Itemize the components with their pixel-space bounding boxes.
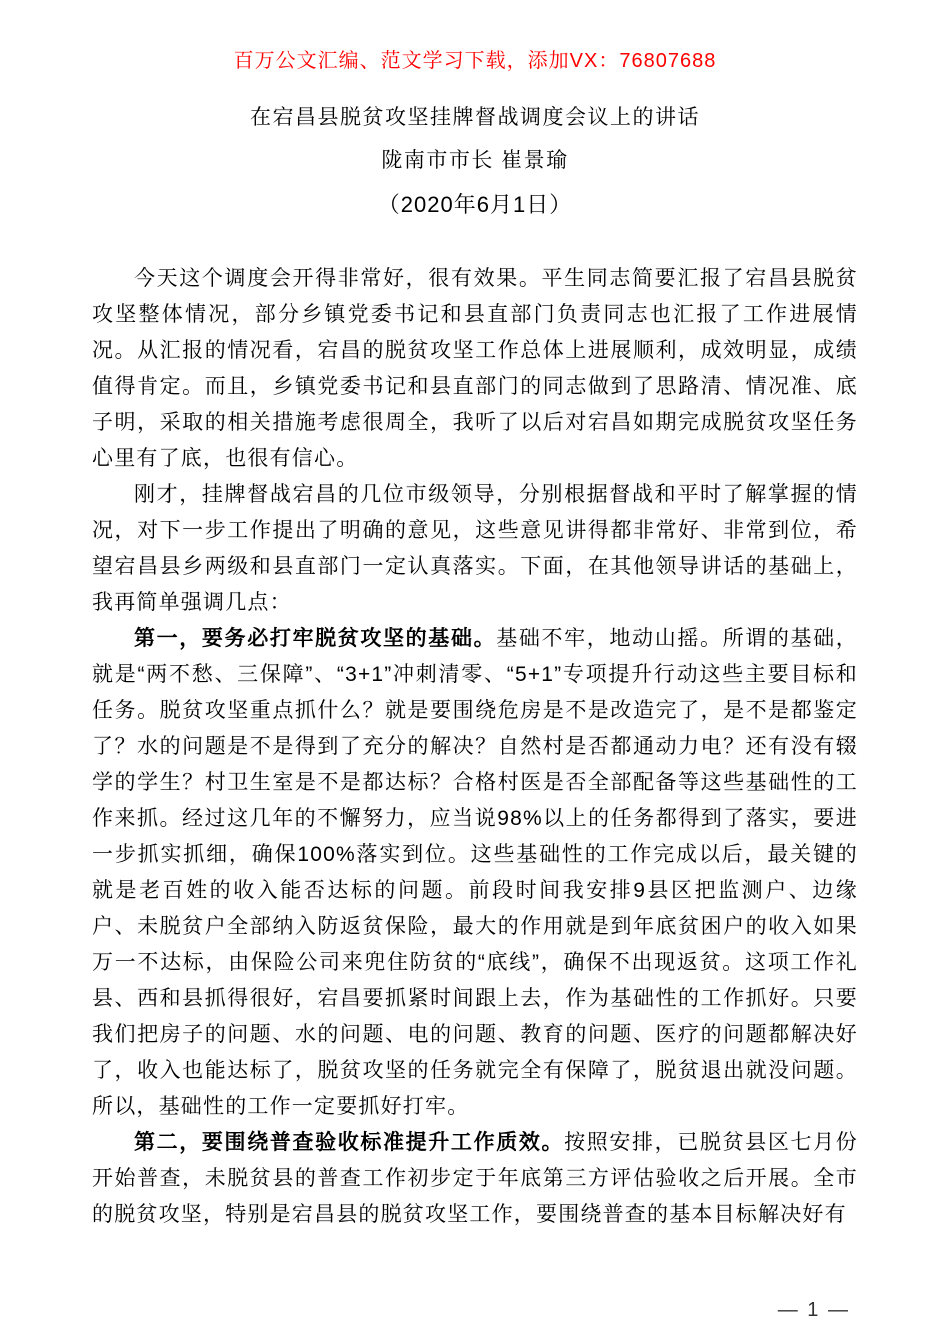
- paragraph-3-lead: 第一，要务必打牢脱贫攻坚的基础。: [134, 627, 497, 650]
- paragraph-2-text: 刚才，挂牌督战宕昌的几位市级领导，分别根据督战和平时了解掌握的情况，对下一步工作提出了明确的意见，这些意见讲得都非常好、非常到位，希望宕昌县乡两级和县直部门一定认真落实。下面，在其他领导讲话的基础上，我再简单强调几点：: [92, 483, 858, 614]
- paragraph-3: [92, 621, 858, 1125]
- paragraph-1-text: 今天这个调度会开得非常好，很有效果。平生同志简要汇报了宕昌县脱贫攻坚整体情况，部分乡镇党委书记和县直部门负责同志也汇报了工作进展情况。从汇报的情况看，宕昌的脱贫攻坚工作总体上进展顺利，成效明显，成绩值得肯定。而且，乡镇党委书记和县直部门的同志做到了思路清、情况准、底子明，采取的相关措施考虑很周全，我听了以后对宕昌如期完成脱贫攻坚任务心里有了底，也很有信心。: [92, 267, 858, 470]
- date-line: （2020年6月1日）: [377, 192, 573, 217]
- paragraph-4: [92, 1125, 858, 1233]
- paragraph-2: [92, 477, 858, 621]
- paragraph-3-text: 基础不牢，地动山摇。所谓的基础，就是“两不愁、三保障”、“3+1”冲刺清零、“5+1”专项提升行动这些主要目标和任务。脱贫攻坚重点抓什么？就是要围绕危房是不是改造完了，是不是都鉴定了？水的问题是不是得到了充分的解决？自然村是否都通动力电？还有没有辍学的学生？村卫生室是不是都达标？合格村医是否全部配备等这些基础性的工作来抓。经过这几年的不懈努力，应当说98%以上的任务都得到了落实，要进一步抓实抓细，确保100%落实到位。这些基础性的工作完成以后，最关键的就是老百姓的收入能否达标的问题。前段时间我安排9县区把监测户、边缘户、未脱贫户全部纳入防返贫保险，最大的作用就是到年底贫困户的收入如果万一不达标，由保险公司来兜住防贫的“底线”，确保不出现返贫。这项工作礼县、西和县抓得很好，宕昌要抓紧时间跟上去，作为基础性的工作抓好。只要我们把房子的问题、水的问题、电的问题、教育的问题、医疗的问题都解决好了，收入也能达标了，脱贫攻坚的任务就完全有保障了，脱贫退出就没问题。所以，基础性的工作一定要抓好打牢。: [92, 627, 858, 1118]
- paragraph-1: [92, 261, 858, 477]
- author-line: 陇南市市长 崔景瑜: [381, 149, 569, 172]
- document-body: [0, 261, 950, 1233]
- document-title: 在宕昌县脱贫攻坚挂牌督战调度会议上的讲话: [250, 106, 700, 129]
- page-number: — 1 —: [777, 1299, 850, 1321]
- paragraph-4-text: 按照安排，已脱贫县区七月份开始普查，未脱贫县的普查工作初步定于年底第三方评估验收之后开展。全市的脱贫攻坚，特别是宕昌县的脱贫攻坚工作，要围绕普查的基本目标解决好有: [92, 1131, 858, 1226]
- promo-watermark-text: 百万公文汇编、范文学习下载，添加VX：76807688: [233, 50, 717, 72]
- paragraph-4-lead: 第二，要围绕普查验收标准提升工作质效。: [134, 1131, 565, 1154]
